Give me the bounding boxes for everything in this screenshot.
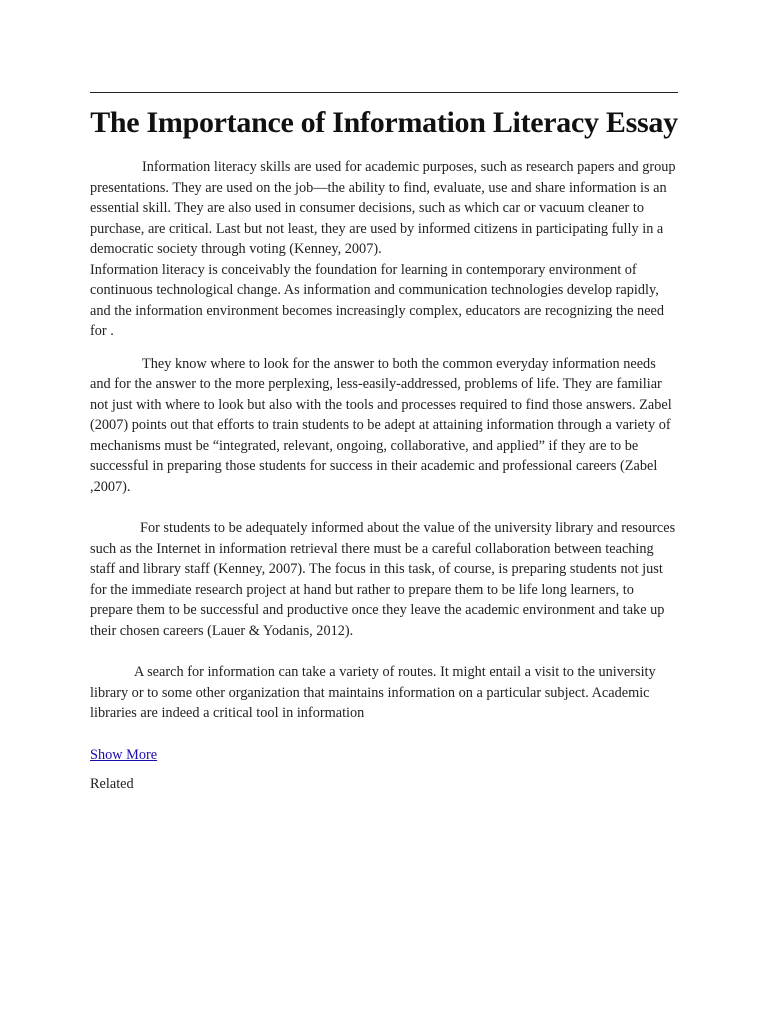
top-divider: [90, 92, 678, 93]
essay-paragraph-3: They know where to look for the answer to both the common everyday information needs and for the answer to the more perplexing, less-easily-addressed, problems of life. They are familiar not just with where to look but also with the tools and processes required to find those answers. Zabel (2007) points out that efforts to train students to be adept at attaining information through a variety of mechanisms must be “integrated, relevant, ongoing, collaborative, and applied” if they are to be successful in preparing those students for success in their academic and professional careers (Zabel ,2007).: [90, 355, 672, 495]
essay-title: The Importance of Information Literacy Essay: [90, 106, 678, 139]
show-more-link[interactable]: Show More: [90, 746, 158, 763]
essay-paragraph-2: Information literacy is conceivably the foundation for learning in contemporary environment of continuous technological change. As information and communication technologies develop rapidly, and the information environment becomes increasingly complex, educators are recognizing the need for .: [90, 261, 665, 339]
essay-paragraph-4: For students to be adequately informed about the value of the university library and resources such as the Internet in information retrieval there must be a careful collaboration between teaching staff and library staff (Kenney, 2007). The focus in this task, of course, is preparing students not just for the immediate research project at hand but rather to prepare them to be life long learners, to prepare them to be successful and productive once they leave the academic environment and take up their chosen careers (Lauer & Yodanis, 2012).: [90, 520, 676, 639]
essay-body: [90, 157, 678, 724]
related-label: Related: [90, 775, 134, 792]
essay-paragraph-1: Information literacy skills are used for academic purposes, such as research papers and group presentations. They are used on the job—the ability to find, evaluate, use and share information is an essential skill. They are also used in consumer decisions, such as which car or vacuum cleaner to purchase, are critical. Last but not least, they are used by informed citizens in participating fully in a democratic society through voting (Kenney, 2007).: [90, 159, 676, 257]
essay-page: [90, 92, 678, 793]
essay-paragraph-5: A search for information can take a variety of routes. It might entail a visit to the university library or to some other organization that maintains information on a particular subject. Academic libraries are indeed a critical tool in information: [90, 664, 656, 721]
